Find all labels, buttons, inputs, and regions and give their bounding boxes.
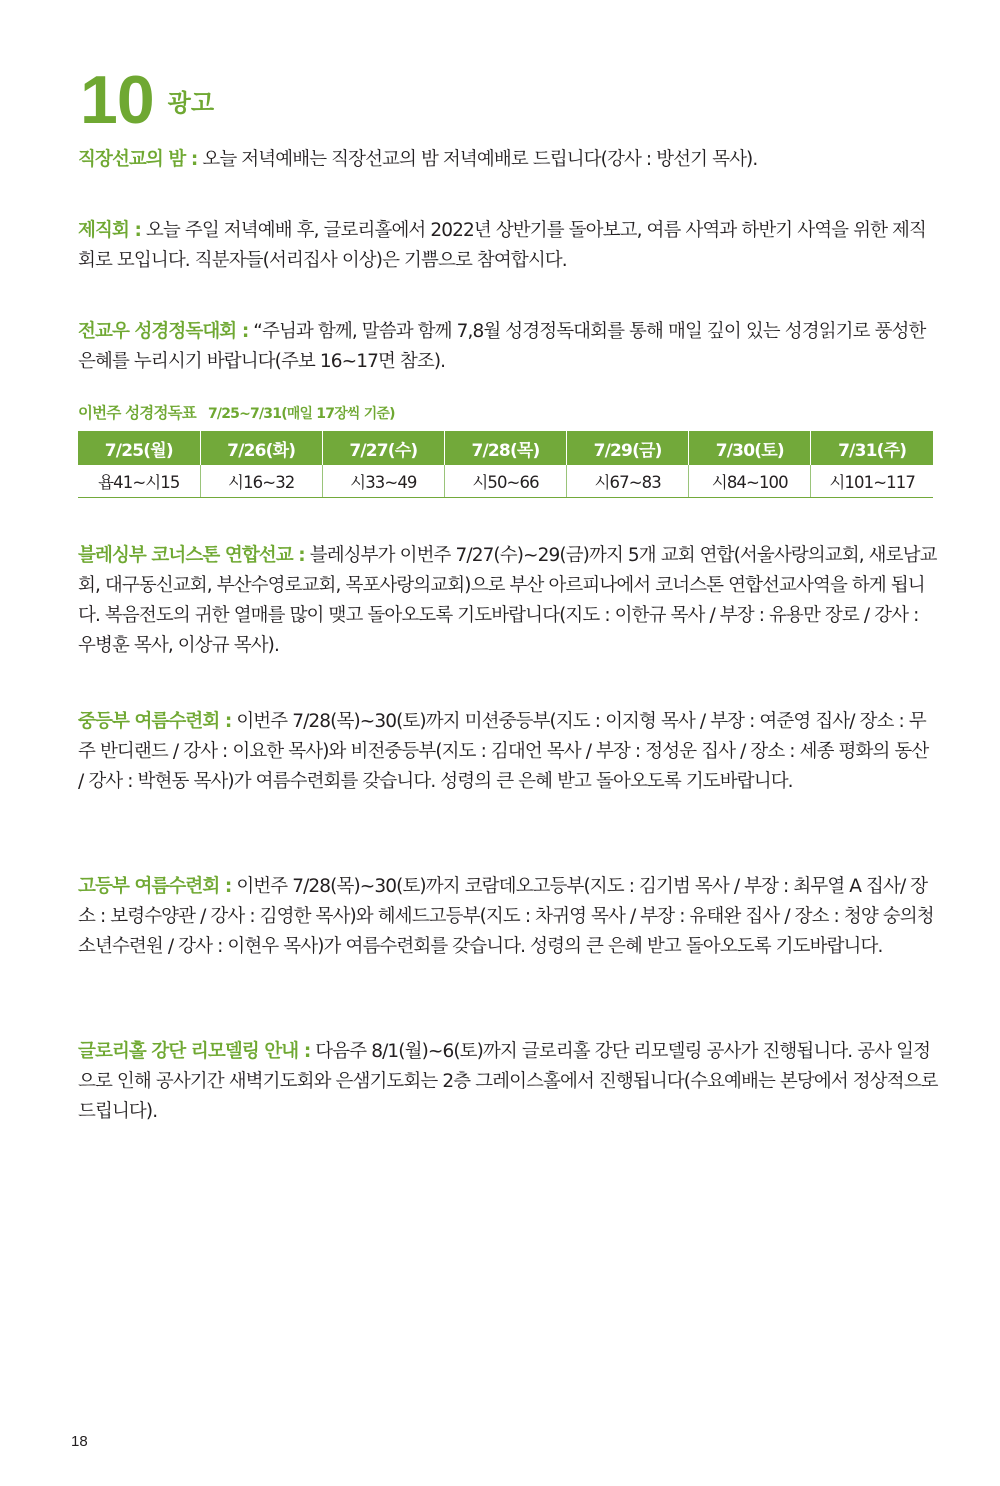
notice-workplace-mission-night	[78, 145, 938, 175]
schedule-title: 이번주 성경정독표	[78, 404, 196, 422]
notice-high-school-retreat	[78, 872, 938, 962]
table-header-row	[78, 431, 933, 465]
notice-title: 직장선교의 밤 :	[78, 149, 198, 170]
table-row	[78, 465, 933, 498]
notice-body: 다음주 8/1(월)~6(토)까지 글로리홀 강단 리모델링 공사가 진행됩니다. 공사 일정으로 인해 공사기간 새벽기도회와 은샘기도회는 2층 그레이스홀에서 진행됩니다(수요예배는 본당에서 정상적으로 드립니다).	[78, 1041, 938, 1122]
reading-schedule-table	[78, 431, 933, 498]
day-header: 7/27(수)	[322, 431, 444, 465]
notice-title: 제직회 :	[78, 220, 141, 241]
reading-cell: 시50~66	[444, 465, 566, 498]
day-header: 7/29(금)	[567, 431, 689, 465]
day-header: 7/25(월)	[78, 431, 200, 465]
day-header: 7/31(주)	[811, 431, 933, 465]
notice-body: 블레싱부가 이번주 7/27(수)~29(금)까지 5개 교회 연합(서울사랑의교회, 새로남교회, 대구동신교회, 부산수영로교회, 목포사랑의교회)으로 부산 아르피나에서 코너스톤 연합선교사역을 하게 됩니다. 복음전도의 귀한 열매를 많이 맺고 돌아오도록 기도바랍니다(지도 : 이한규 목사 / 부장 : 유용만 장로 / 강사 : 우병훈 목사, 이상규 목사).	[78, 545, 937, 656]
notice-body: 이번주 7/28(목)~30(토)까지 미션중등부(지도 : 이지형 목사 / 부장 : 여준영 집사/ 장소 : 무주 반디랜드 / 강사 : 이요한 목사)와 비전중등부(지도 : 김대언 목사 / 부장 : 정성운 집사 / 장소 : 세종 평화의 동산 / 강사 : 박현동 목사)가 여름수련회를 갖습니다. 성령의 큰 은혜 받고 돌아오도록 기도바랍니다.	[78, 711, 929, 792]
reading-cell: 시16~32	[200, 465, 322, 498]
notice-officers-meeting	[78, 216, 938, 276]
page-number: 18	[71, 1433, 88, 1450]
page-header	[80, 62, 215, 138]
notice-body: 이번주 7/28(목)~30(토)까지 코람데오고등부(지도 : 김기범 목사 / 부장 : 최무열 A 집사/ 장소 : 보령수양관 / 강사 : 김영한 목사)와 헤세드고등부(지도 : 차귀영 목사 / 부장 : 유태완 집사 / 장소 : 청양 숭의청소년수련원 / 강사 : 이현우 목사)가 여름수련회를 갖습니다. 성령의 큰 은혜 받고 돌아오도록 기도바랍니다.	[78, 876, 934, 957]
reading-cell: 시33~49	[322, 465, 444, 498]
notice-title: 글로리홀 강단 리모델링 안내 :	[78, 1041, 311, 1062]
section-number: 10	[80, 62, 154, 138]
notice-title: 블레싱부 코너스톤 연합선교 :	[78, 545, 305, 566]
notice-middle-school-retreat	[78, 707, 938, 797]
day-header: 7/26(화)	[200, 431, 322, 465]
section-title: 광고	[167, 89, 215, 117]
day-header: 7/28(목)	[444, 431, 566, 465]
reading-cell: 시67~83	[567, 465, 689, 498]
notice-title: 고등부 여름수련회 :	[78, 876, 232, 897]
notice-blessing-cornerstone-mission	[78, 541, 938, 661]
notice-body: “주님과 함께, 말씀과 함께 7,8월 성경정독대회를 통해 매일 깊이 있는 성경읽기로 풍성한 은혜를 누리시기 바랍니다(주보 16~17면 참조).	[78, 321, 926, 372]
day-header: 7/30(토)	[689, 431, 811, 465]
reading-cell: 시101~117	[811, 465, 933, 498]
notice-title: 전교우 성경정독대회 :	[78, 321, 249, 342]
notice-bible-reading-contest	[78, 317, 938, 377]
reading-cell: 시84~100	[689, 465, 811, 498]
schedule-caption	[78, 401, 395, 423]
notice-body: 오늘 주일 저녁예배 후, 글로리홀에서 2022년 상반기를 돌아보고, 여름 사역과 하반기 사역을 위한 제직회로 모입니다. 직분자들(서리집사 이상)은 기쁨으로 참여합시다.	[78, 220, 926, 271]
notice-title: 중등부 여름수련회 :	[78, 711, 232, 732]
reading-cell: 욥41~시15	[78, 465, 200, 498]
notice-body: 오늘 저녁예배는 직장선교의 밤 저녁예배로 드립니다(강사 : 방선기 목사).	[197, 149, 758, 170]
schedule-range: 7/25~7/31(매일 17장씩 기준)	[207, 406, 395, 422]
notice-glory-hall-remodeling	[78, 1037, 938, 1127]
